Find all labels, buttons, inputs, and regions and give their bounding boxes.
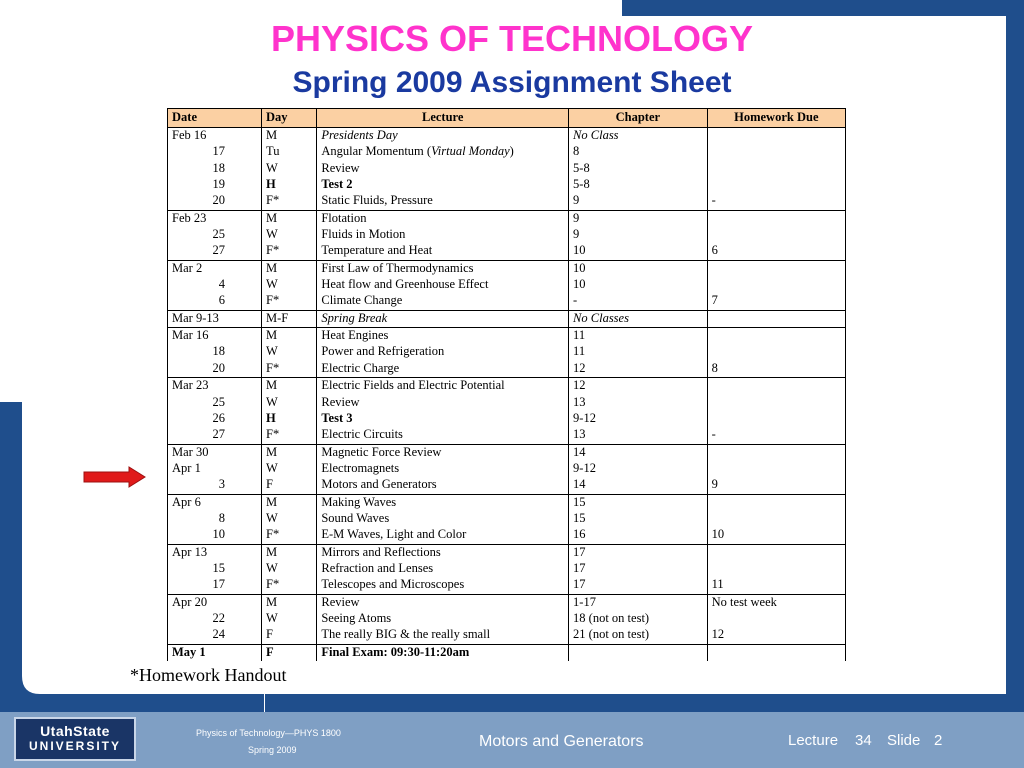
table-row [168,527,846,544]
cell-homework [707,544,845,561]
cell-date: 24 [168,627,262,644]
table-row [168,361,846,378]
cell-chapter: 15 [569,494,708,511]
table-row [168,177,846,193]
cell-chapter: 10 [569,243,708,260]
cell-day: W [262,395,317,411]
cell-date: 17 [168,577,262,594]
cell-homework [707,444,845,461]
slide-title: PHYSICS OF TECHNOLOGY [270,18,754,59]
table-row [168,243,846,260]
cell-lecture: Spring Break [317,310,569,327]
cell-homework [707,227,845,243]
cell-chapter: 14 [569,444,708,461]
cell-date: Mar 30 [168,444,262,461]
cell-lecture: Fluids in Motion [317,227,569,243]
cell-homework [707,310,845,327]
cell-date: Apr 1 [168,461,262,477]
cell-homework [707,411,845,427]
table-row [168,627,846,644]
assignment-table [167,108,846,661]
cell-homework: - [707,427,845,444]
cell-chapter: 17 [569,577,708,594]
cell-chapter: 13 [569,427,708,444]
cell-day: M [262,210,317,227]
table-row [168,128,846,145]
homework-footnote: *Homework Handout [130,665,287,685]
cell-day: M [262,544,317,561]
cell-date: Apr 20 [168,594,262,611]
cell-day: W [262,611,317,627]
cell-lecture: Telescopes and Microscopes [317,577,569,594]
cell-chapter: 5-8 [569,161,708,177]
cell-chapter: 18 (not on test) [569,611,708,627]
cell-homework [707,328,845,345]
cell-day: W [262,161,317,177]
footer-course: Physics of Technology—PHYS 1800 [196,728,341,738]
table-row [168,378,846,395]
cell-lecture: Electric Fields and Electric Potential [317,378,569,395]
cell-lecture: Test 3 [317,411,569,427]
cell-date: 18 [168,344,262,360]
cell-date: Mar 23 [168,378,262,395]
cell-date: 19 [168,177,262,193]
cell-date: 17 [168,144,262,160]
table-row [168,594,846,611]
cell-homework [707,494,845,511]
frame-top-bar [622,0,1024,16]
cell-day: F* [262,361,317,378]
cell-homework: 8 [707,361,845,378]
table-body [168,128,846,662]
table-row [168,494,846,511]
cell-day: F* [262,527,317,544]
cell-homework [707,144,845,160]
cell-homework [707,461,845,477]
cell-homework: 6 [707,243,845,260]
table-row [168,277,846,293]
lecture-emphasis: Virtual Monday [431,144,510,159]
cell-homework [707,611,845,627]
cell-date: 22 [168,611,262,627]
table-row [168,644,846,661]
cell-homework [707,128,845,145]
cell-date: Mar 9-13 [168,310,262,327]
cell-day: H [262,177,317,193]
table-row [168,544,846,561]
table-row [168,461,846,477]
cell-chapter: 17 [569,544,708,561]
cell-day: W [262,344,317,360]
footer-term: Spring 2009 [248,745,297,755]
cell-chapter: 21 (not on test) [569,627,708,644]
col-header-date: Date [168,109,262,128]
cell-lecture: Electromagnets [317,461,569,477]
cell-day: Tu [262,144,317,160]
col-header-homework: Homework Due [707,109,845,128]
table-row [168,328,846,345]
cell-lecture: Flotation [317,210,569,227]
cell-homework [707,378,845,395]
cell-date: 8 [168,511,262,527]
cell-homework [707,260,845,277]
cell-chapter: 9 [569,227,708,243]
cell-day: M-F [262,310,317,327]
table-row [168,293,846,310]
cell-date: 20 [168,193,262,210]
cell-day: F [262,477,317,494]
cell-date: 6 [168,293,262,310]
cell-chapter: 5-8 [569,177,708,193]
cell-day: W [262,511,317,527]
cell-lecture: Climate Change [317,293,569,310]
cell-homework [707,644,845,661]
cell-chapter: 1-17 [569,594,708,611]
cell-day: M [262,260,317,277]
table-row [168,227,846,243]
cell-chapter: - [569,293,708,310]
red-right-arrow-icon [83,466,147,488]
cell-chapter: 13 [569,395,708,411]
cell-homework [707,511,845,527]
cell-date: Apr 6 [168,494,262,511]
cell-date: 4 [168,277,262,293]
cell-date: Apr 13 [168,544,262,561]
cell-day: F [262,627,317,644]
footer-topic: Motors and Generators [479,733,644,750]
lecture-text: Angular Momentum ( [321,144,432,159]
cell-lecture: Sound Waves [317,511,569,527]
cell-chapter: 17 [569,561,708,577]
cell-date: Feb 23 [168,210,262,227]
cell-date: 18 [168,161,262,177]
cell-homework: 12 [707,627,845,644]
cell-lecture: First Law of Thermodynamics [317,260,569,277]
footer-lecture-number: 34 [855,732,872,749]
logo-line1: UtahState [40,723,110,739]
col-header-chapter: Chapter [569,109,708,128]
cell-chapter: 10 [569,277,708,293]
cell-lecture [317,144,569,160]
table-row [168,611,846,627]
cell-day: M [262,494,317,511]
cell-homework: 7 [707,293,845,310]
cell-day: W [262,461,317,477]
lecture-tail: ) [509,144,514,159]
cell-lecture: Refraction and Lenses [317,561,569,577]
cell-lecture: Power and Refrigeration [317,344,569,360]
cell-date: 20 [168,361,262,378]
cell-day: H [262,411,317,427]
table-row [168,511,846,527]
cell-homework [707,177,845,193]
cell-lecture: Presidents Day [317,128,569,145]
cell-day: M [262,128,317,145]
cell-lecture: Motors and Generators [317,477,569,494]
cell-homework [707,277,845,293]
table-row [168,395,846,411]
col-header-lecture: Lecture [317,109,569,128]
cell-date: 15 [168,561,262,577]
cell-day: F [262,644,317,661]
cell-lecture: Temperature and Heat [317,243,569,260]
cell-chapter: No Class [569,128,708,145]
cell-lecture: Review [317,594,569,611]
cell-day: W [262,277,317,293]
cell-lecture: Making Waves [317,494,569,511]
cell-homework: - [707,193,845,210]
cell-homework: 11 [707,577,845,594]
cell-chapter: 14 [569,477,708,494]
cell-chapter: No Classes [569,310,708,327]
cell-date: 25 [168,227,262,243]
cell-chapter: 9 [569,210,708,227]
table-row [168,477,846,494]
cell-chapter: 16 [569,527,708,544]
cell-day: M [262,378,317,395]
slide-subtitle: Spring 2009 Assignment Sheet [292,66,732,99]
table-row [168,144,846,160]
cell-day: W [262,561,317,577]
cell-day: M [262,444,317,461]
cell-lecture: Heat flow and Greenhouse Effect [317,277,569,293]
cell-lecture: Magnetic Force Review [317,444,569,461]
cell-day: F* [262,293,317,310]
cell-date: Mar 2 [168,260,262,277]
cell-chapter: 9-12 [569,461,708,477]
cell-day: F* [262,427,317,444]
cell-homework [707,395,845,411]
cell-day: M [262,594,317,611]
frame-right-bar [1006,0,1024,712]
table-row [168,344,846,360]
cell-date: 27 [168,427,262,444]
cell-lecture: Final Exam: 09:30-11:20am [317,644,569,661]
table-row [168,427,846,444]
logo-line2: UNIVERSITY [28,739,121,753]
table-row [168,561,846,577]
cell-chapter: 12 [569,378,708,395]
cell-lecture: Electric Charge [317,361,569,378]
cell-lecture: The really BIG & the really small [317,627,569,644]
table-row [168,310,846,327]
cell-day: W [262,227,317,243]
cell-lecture: Static Fluids, Pressure [317,193,569,210]
cell-day: M [262,328,317,345]
cell-chapter: 12 [569,361,708,378]
col-header-day: Day [262,109,317,128]
cell-date: 26 [168,411,262,427]
cell-chapter: 8 [569,144,708,160]
table-row [168,411,846,427]
cell-date: 3 [168,477,262,494]
table-header-row [168,109,846,128]
cell-date: May 1 [168,644,262,661]
table-row [168,444,846,461]
cell-lecture: Electric Circuits [317,427,569,444]
cell-homework: 10 [707,527,845,544]
cell-date: 10 [168,527,262,544]
footer-lecture-label: Lecture [788,732,839,749]
table-row [168,260,846,277]
cell-lecture: Review [317,395,569,411]
cell-chapter: 10 [569,260,708,277]
footer-slide-number: 2 [934,732,943,749]
cell-homework: 9 [707,477,845,494]
cell-lecture: Review [317,161,569,177]
cell-chapter: 9 [569,193,708,210]
cell-chapter [569,644,708,661]
table-row [168,161,846,177]
cell-chapter: 11 [569,344,708,360]
cell-date: Mar 16 [168,328,262,345]
cell-day: F* [262,243,317,260]
cell-homework [707,561,845,577]
cell-day: F* [262,193,317,210]
table-row [168,577,846,594]
cell-lecture: E-M Waves, Light and Color [317,527,569,544]
cell-homework [707,161,845,177]
cell-homework [707,210,845,227]
cell-chapter: 11 [569,328,708,345]
cell-homework: No test week [707,594,845,611]
usu-logo [14,717,136,761]
cell-lecture: Heat Engines [317,328,569,345]
table-row [168,210,846,227]
cell-date: Feb 16 [168,128,262,145]
cell-lecture: Seeing Atoms [317,611,569,627]
cell-date: 27 [168,243,262,260]
cell-chapter: 9-12 [569,411,708,427]
cell-lecture: Mirrors and Reflections [317,544,569,561]
table-row [168,193,846,210]
cell-lecture: Test 2 [317,177,569,193]
cell-day: F* [262,577,317,594]
footer-slide-label: Slide [887,732,921,749]
cell-chapter: 15 [569,511,708,527]
cell-date: 25 [168,395,262,411]
cell-homework [707,344,845,360]
